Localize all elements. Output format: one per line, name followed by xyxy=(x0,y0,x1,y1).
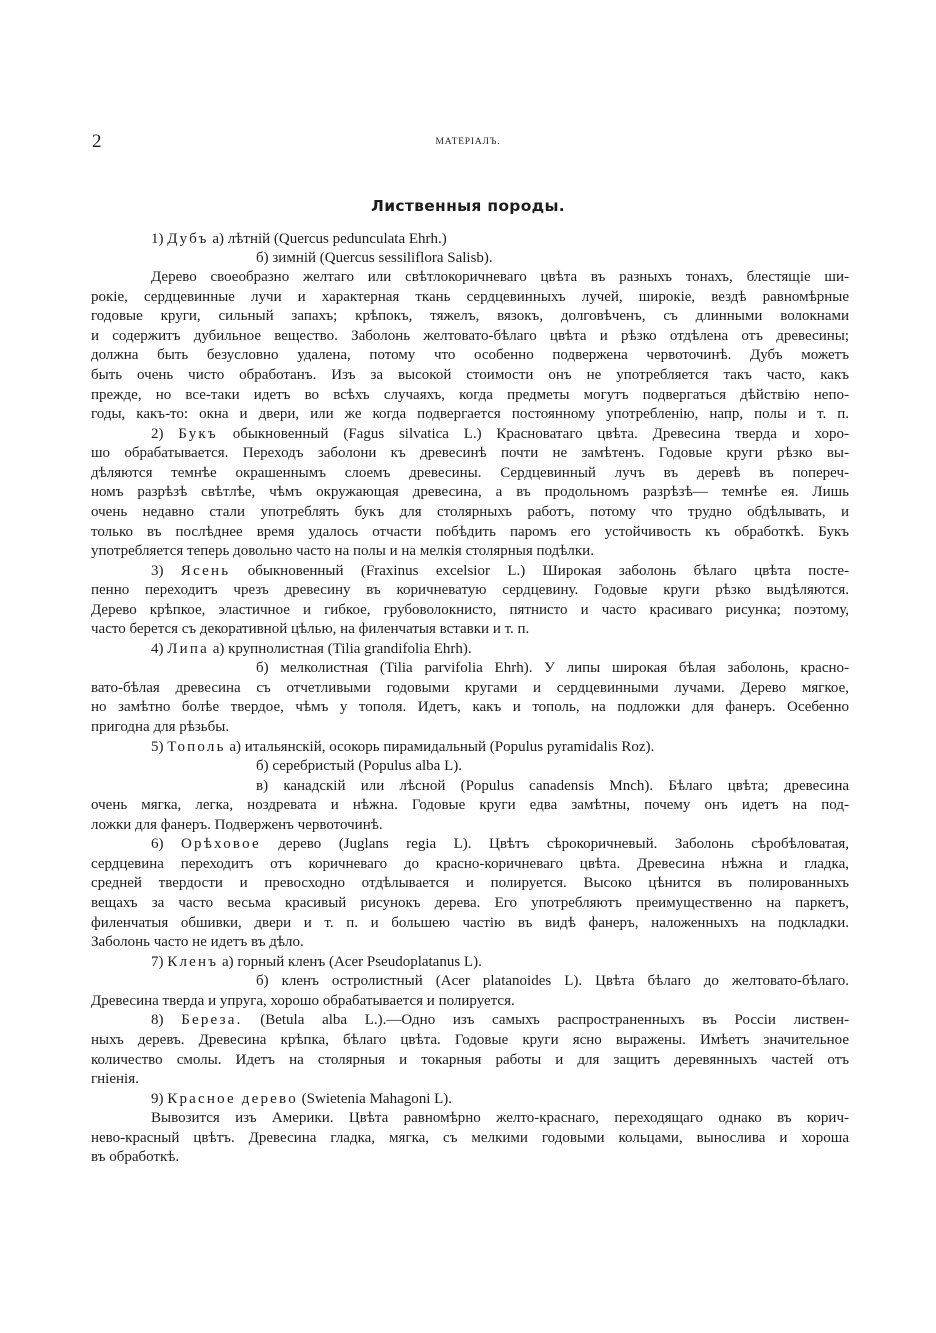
entry-subvariety: в) канадскій или лѣсной (Populus canadensis Mnch). Бѣлаго цвѣта; древесина xyxy=(256,778,849,794)
text-line: часто берется съ декоративной цѣлью, на филенчатыя вставки и т. п. xyxy=(91,621,530,637)
text-line: очень недавно стали употреблять букъ для столярныхъ работъ, потому что трудно обдѣлывать, и xyxy=(91,504,849,520)
text-line: ложки для фанеръ. Подверженъ червоточинѣ. xyxy=(91,817,383,833)
entry-heading: 4) Липа а) крупнолистная (Tilia grandifolia Ehrh). xyxy=(151,641,472,657)
text-line: Вывозится изъ Америки. Цвѣта равномѣрно желто-краснаго, переходящаго однако въ корич- xyxy=(151,1110,849,1126)
entry-subvariety: б) серебристый (Populus alba L). xyxy=(256,758,462,774)
text-line: Дерево крѣпкое, эластичное и гибкое, грубоволокнисто, пятнисто и часто красиваго рисунка; поэтому, xyxy=(91,602,849,618)
text-line: пенно переходитъ чрезъ древесину въ коричневатую сердцевину. Годовые круги рѣзко выдѣляются. xyxy=(91,582,849,598)
text-line: въ обработкѣ. xyxy=(91,1149,180,1165)
entry-heading: 6) Орѣховое дерево (Juglans regia L). Цвѣтъ сѣрокоричневый. Заболонь сѣробѣловатая, xyxy=(151,836,850,852)
text-line: быть очень чисто обработанъ. Изъ за высокой стоимости онъ не употребляется такъ часто, какъ xyxy=(91,367,849,383)
text-line: номъ разрѣзѣ свѣтлѣе, чѣмъ окружающая древесина, а въ продольномъ разрѣзѣ— темнѣе ея. Лишь xyxy=(91,484,849,500)
text-line: ныхъ деревъ. Древесина крѣпка, бѣлаго цвѣта. Годовые круги ясно выражены. Имѣетъ значительное xyxy=(91,1032,849,1048)
text-line: средней твердости и превосходно отдѣлывается и полируется. Высоко цѣнится въ полированныхъ xyxy=(91,875,849,891)
entry-heading: 1) Дубъ а) лѣтній (Quercus pedunculata Ehrh.) xyxy=(151,231,447,247)
entry-heading: 7) Кленъ а) горный кленъ (Acer Pseudoplatanus L). xyxy=(151,954,482,970)
text-line: прежде, но все-таки идетъ во всѣхъ случаяхъ, когда предметы могутъ подвергаться дѣйствію непо- xyxy=(91,387,849,403)
text-line: шо обрабатывается. Переходъ заболони къ древесинѣ почти не замѣтенъ. Годовые круги рѣзко вы- xyxy=(91,445,849,461)
text-line: годовые круги, сильный запахъ; крѣпокъ, тяжелъ, вязокъ, долговѣченъ, съ длинными волокнами xyxy=(91,308,849,324)
entry-heading: 8) Береза. (Betula alba L.).—Одно изъ самыхъ распространенныхъ въ Россіи листвен- xyxy=(151,1012,849,1028)
entry-subvariety: б) зимній (Quercus sessiliflora Salisb). xyxy=(256,250,493,266)
text-line: употребляется теперь довольно часто на полы и на мелкія столярныя подѣлки. xyxy=(91,543,594,559)
text-line: вато-бѣлая древесина съ отчетливыми годовыми кругами и сердцевинными лучами. Дерево мягкое, xyxy=(91,680,849,696)
text-line: годы, какъ-то: окна и двери, или же когда подвергается постоянному употребленію, напр, полы и т. п. xyxy=(91,406,849,422)
text-line: Заболонь часто не идетъ въ дѣло. xyxy=(91,934,304,950)
text-line: пригодна для рѣзьбы. xyxy=(91,719,230,735)
entry-subvariety: б) кленъ остролистный (Acer platanoides L). Цвѣта бѣлаго до желтовато-бѣлаго. xyxy=(256,973,849,989)
text-line: сердцевина переходитъ отъ коричневаго до красно-коричневаго цвѣта. Древесина нѣжна и гладка, xyxy=(91,856,849,872)
text-line: гніенія. xyxy=(91,1071,139,1087)
text-line: только въ послѣднее время удалось отчасти побѣдить паромъ его устойчивость къ обработкѣ. Букъ xyxy=(91,524,849,540)
text-line: очень мягка, легка, ноздревата и нѣжна. Годовые круги едва замѣтны, почему онъ идетъ на под- xyxy=(91,797,849,813)
entry-heading: 3) Ясень обыкновенный (Fraxinus excelsior L.) Широкая заболонь бѣлаго цвѣта посте- xyxy=(151,563,850,579)
text-line: количество смолы. Идетъ на столярныя и токарныя работы и для защитъ деревянныхъ частей отъ xyxy=(91,1052,849,1068)
entry-heading: 5) Тополь а) итальянскій, осокорь пирамидальный (Populus pyramidalis Roz). xyxy=(151,739,655,755)
entry-subvariety: б) мелколистная (Tilia parvifolia Ehrh). У липы широкая бѣлая заболонь, красно- xyxy=(256,660,849,676)
text-line: Древесина тверда и упруга, хорошо обрабатывается и полируется. xyxy=(91,993,515,1009)
text-line: и содержитъ дубильное вещество. Заболонь желтовато-бѣлаго цвѣта и рѣзко отдѣлена отъ древесины; xyxy=(91,328,849,344)
text-line: рокіе, сердцевинные лучи и характерная ткань сердцевинныхъ лучей, широкіе, вездѣ равномѣрные xyxy=(91,289,849,305)
text-line: но замѣтно болѣе твердое, чѣмъ у тополя. Идетъ, какъ и тополь, на подложки для фанеръ. Осебенно xyxy=(91,699,849,715)
entry-heading: 2) Букъ обыкновенный (Fagus silvatica L.) Красноватаго цвѣта. Древесина тверда и хоро- xyxy=(151,426,850,442)
running-title: МАТЕРІАЛЪ. xyxy=(435,137,501,147)
section-title: Лиственныя породы. xyxy=(371,197,565,215)
text-line: филенчатыя обшивки, двери и т. п. и большею частію въ видѣ фанеръ, наложенныхъ на подкладки. xyxy=(91,915,849,931)
entry-heading: 9) Красное дерево (Swietenia Mahagoni L). xyxy=(151,1091,453,1107)
text-line: нево-красный цвѣтъ. Древесина гладка, мягка, съ мелкими годовыми кольцами, вынослива и хороша xyxy=(91,1130,849,1146)
text-line: дѣляются темнѣе окрашеннымъ слоемъ древесины. Сердцевинный лучъ въ деревѣ въ попереч- xyxy=(91,465,849,481)
text-line: вещахъ за часто весьма красивый рисунокъ дерева. Его употребляютъ преимущественно на паркетъ, xyxy=(91,895,849,911)
text-line: должна быть безусловно удалена, потому что особенно подвержена червоточинѣ. Дубъ можетъ xyxy=(91,347,849,363)
text-line: Дерево своеобразно желтаго или свѣтлокоричневаго цвѣта въ разныхъ тонахъ, блестящіе ши- xyxy=(151,269,849,285)
page-number: 2 xyxy=(92,131,102,152)
